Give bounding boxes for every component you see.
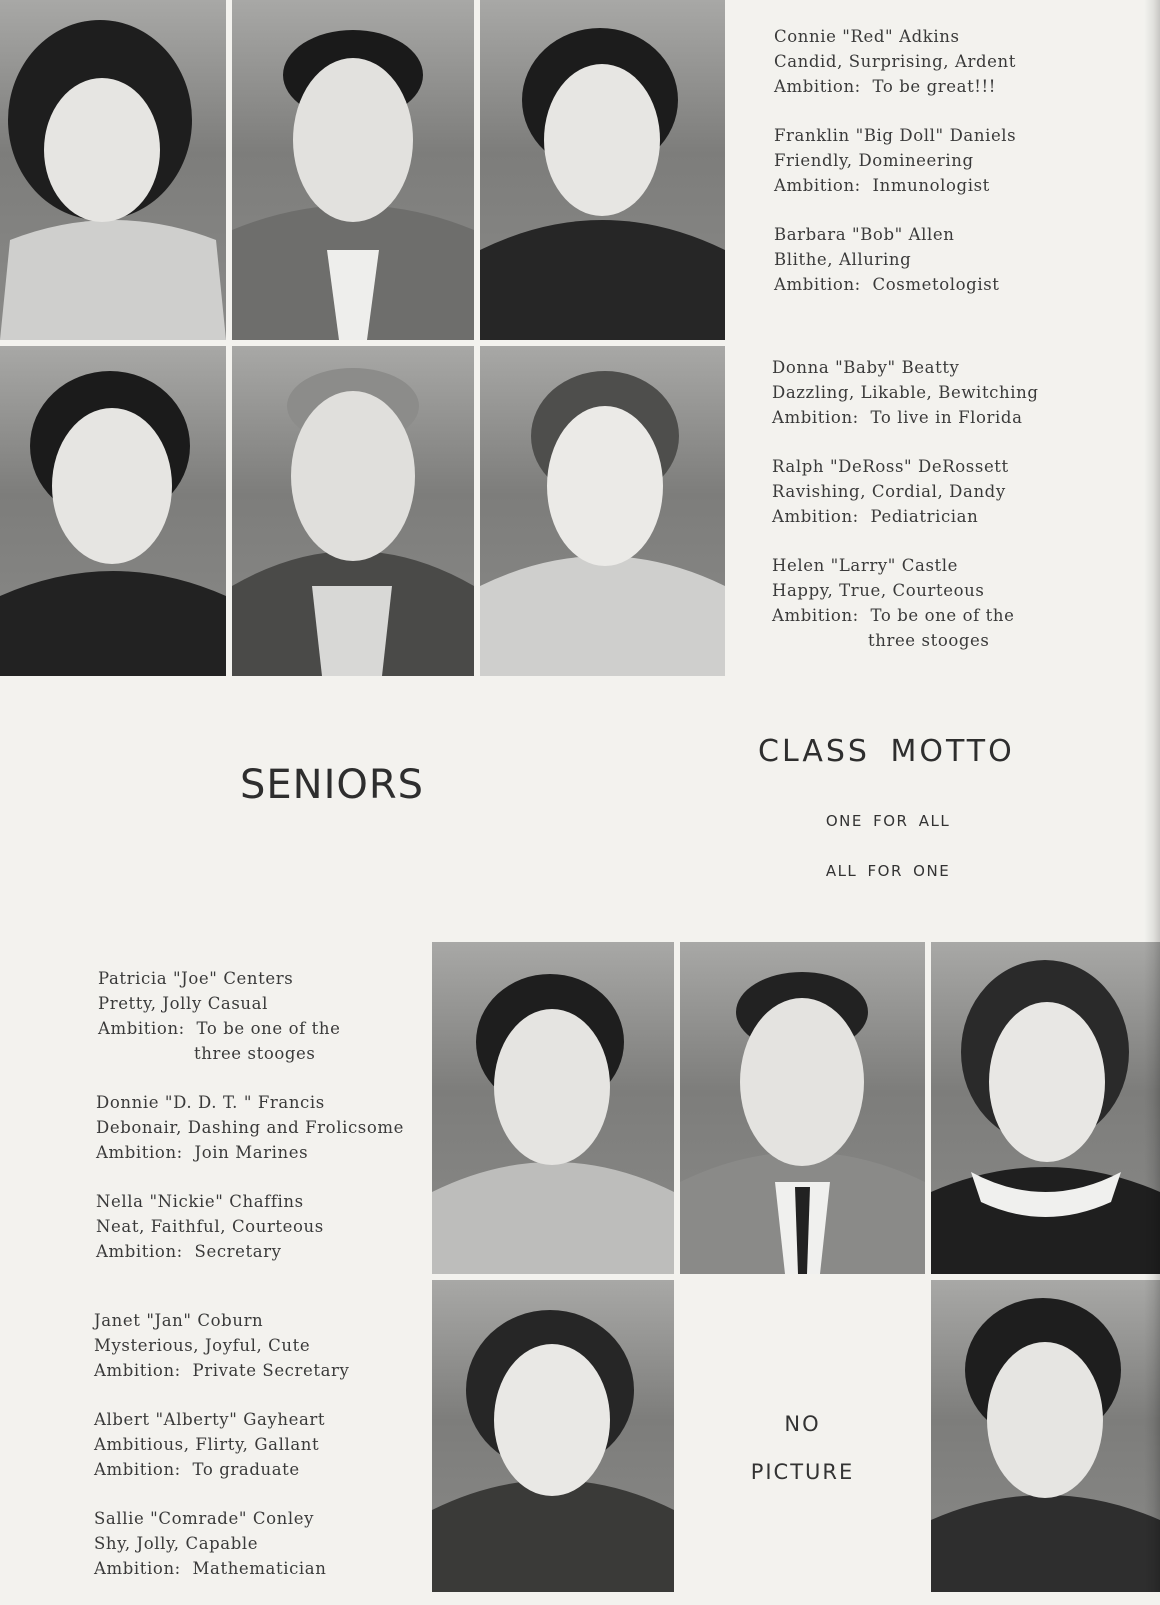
ambition-label: Ambition:: [774, 77, 861, 96]
student-entry: [98, 966, 404, 1066]
class-motto-line: ALL FOR ONE: [825, 862, 951, 880]
student-traits: Shy, Jolly, Capable: [94, 1534, 259, 1553]
bottom-student-captions-2: [94, 1308, 349, 1605]
bottom-student-captions: [98, 966, 404, 1288]
ambition-label: Ambition:: [94, 1460, 181, 1479]
student-entry: [96, 1090, 404, 1165]
student-entry: [774, 222, 1016, 297]
student-name: Ralph "DeRoss" DeRossett: [772, 457, 1009, 476]
student-name: Janet "Jan" Coburn: [94, 1311, 264, 1330]
student-ambition: To graduate: [192, 1460, 300, 1479]
ambition-label: Ambition:: [774, 176, 861, 195]
ambition-label: Ambition:: [98, 1019, 185, 1038]
student-name: Sallie "Comrade" Conley: [94, 1509, 315, 1528]
class-motto-heading: CLASS MOTTO: [758, 734, 1015, 769]
student-name: Connie "Red" Adkins: [774, 27, 960, 46]
ambition-label: Ambition:: [772, 606, 859, 625]
portrait-photo: [931, 1280, 1160, 1592]
student-entry: [774, 123, 1016, 198]
portrait-photo: [480, 0, 725, 340]
student-name: Donna "Baby" Beatty: [772, 358, 960, 377]
student-name: Nella "Nickie" Chaffins: [96, 1192, 304, 1211]
student-ambition: To be one of the: [870, 606, 1015, 625]
portrait-photo: [432, 942, 674, 1274]
portrait-photo: [232, 0, 474, 340]
top-student-captions-2: [772, 355, 1039, 677]
ambition-label: Ambition:: [772, 507, 859, 526]
student-entry: [774, 24, 1016, 99]
page-title: SENIORS: [240, 762, 425, 808]
student-ambition: Join Marines: [194, 1143, 309, 1162]
student-name: Donnie "D. D. T. " Francis: [96, 1093, 325, 1112]
top-student-captions: [774, 24, 1016, 321]
student-traits: Ambitious, Flirty, Gallant: [94, 1435, 320, 1454]
student-traits: Debonair, Dashing and Frolicsome: [96, 1118, 405, 1137]
ambition-label: Ambition:: [774, 275, 861, 294]
student-traits: Neat, Faithful, Courteous: [96, 1217, 324, 1236]
student-name: Helen "Larry" Castle: [772, 556, 958, 575]
portrait-photo: [232, 346, 474, 676]
portrait-photo: [931, 942, 1160, 1274]
student-ambition: Cosmetologist: [872, 275, 1000, 294]
student-traits: Dazzling, Likable, Bewitching: [772, 383, 1039, 402]
student-entry: [772, 454, 1039, 529]
student-ambition: To be great!!!: [872, 77, 996, 96]
no-picture-line: NO: [784, 1412, 821, 1436]
ambition-label: Ambition:: [96, 1242, 183, 1261]
student-entry: [94, 1407, 349, 1482]
student-ambition-cont: three stooges: [194, 1044, 316, 1063]
student-ambition: Secretary: [194, 1242, 282, 1261]
portrait-photo: [0, 0, 226, 340]
ambition-label: Ambition:: [94, 1559, 181, 1578]
student-ambition-cont: three stooges: [868, 631, 990, 650]
student-traits: Blithe, Alluring: [774, 250, 912, 269]
portrait-photo: [480, 346, 725, 676]
student-traits: Friendly, Domineering: [774, 151, 974, 170]
student-traits: Mysterious, Joyful, Cute: [94, 1336, 311, 1355]
no-picture-placeholder: [680, 1280, 925, 1592]
student-name: Albert "Alberty" Gayheart: [94, 1410, 326, 1429]
ambition-label: Ambition:: [94, 1361, 181, 1380]
student-name: Patricia "Joe" Centers: [98, 969, 294, 988]
student-entry: [94, 1308, 349, 1383]
student-entry: [772, 553, 1039, 653]
no-picture-line: PICTURE: [750, 1460, 855, 1484]
ambition-label: Ambition:: [96, 1143, 183, 1162]
student-ambition: Private Secretary: [192, 1361, 350, 1380]
student-ambition: To live in Florida: [870, 408, 1023, 427]
page-edge-shadow: [1144, 0, 1160, 1592]
student-ambition: Pediatrician: [870, 507, 979, 526]
student-traits: Ravishing, Cordial, Dandy: [772, 482, 1006, 501]
student-entry: [772, 355, 1039, 430]
student-entry: [96, 1189, 404, 1264]
student-name: Barbara "Bob" Allen: [774, 225, 955, 244]
student-ambition: To be one of the: [196, 1019, 341, 1038]
ambition-label: Ambition:: [772, 408, 859, 427]
portrait-photo: [432, 1280, 674, 1592]
student-ambition: Mathematician: [192, 1559, 327, 1578]
student-traits: Happy, True, Courteous: [772, 581, 985, 600]
class-motto-line: ONE FOR ALL: [825, 812, 951, 830]
portrait-photo: [680, 942, 925, 1274]
student-traits: Pretty, Jolly Casual: [98, 994, 268, 1013]
student-ambition: Inmunologist: [872, 176, 990, 195]
student-traits: Candid, Surprising, Ardent: [774, 52, 1016, 71]
student-entry: [94, 1506, 349, 1581]
portrait-photo: [0, 346, 226, 676]
student-name: Franklin "Big Doll" Daniels: [774, 126, 1017, 145]
